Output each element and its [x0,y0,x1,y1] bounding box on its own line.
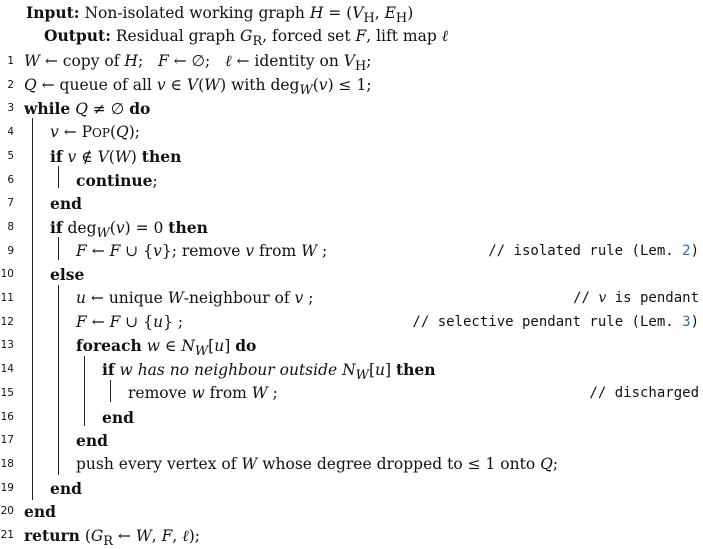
algorithm-line [0,382,703,406]
line-code: W ← copy of H; F ← ∅; ℓ ← identity on $V_H$; [24,52,372,75]
line-comment: // selective pendant rule (Lem. 3) [412,313,699,330]
line-number: 8 [7,220,14,233]
line-number: 12 [0,315,14,328]
algorithm-line [0,524,703,549]
line-comment: // discharged [589,384,699,401]
line-number: 6 [7,173,14,186]
line-number: 7 [7,197,14,210]
algorithm-line [0,216,703,240]
algorithm-line [0,121,703,145]
if-block-bar [58,166,59,188]
line-number: 2 [7,78,14,91]
algorithm-line [0,74,703,98]
line-code: if v ∉ V(W) then [50,146,182,166]
line-number: 13 [0,339,14,352]
foreach-block-bar [84,356,85,426]
line-code: F ← F ∪ {u} ; [76,312,184,331]
line-code: return ($G_R$ ← W, F, ℓ); [24,526,201,549]
line-number: 5 [7,149,14,162]
line-code: foreach w ∈ $N_W[u]$ do [76,336,257,360]
line-code: end [50,478,82,498]
line-code: remove w from W ; [128,383,278,402]
if-block-bar [58,237,59,260]
line-number: 17 [0,434,14,447]
algorithm-line [0,287,703,311]
line-code: if deg$_W$(v) = 0 then [50,217,208,241]
line-number: 3 [7,102,14,115]
line-number: 14 [0,363,14,376]
algorithm-line [0,453,703,477]
line-code: v ← POP(Q); [50,123,141,142]
line-number: 18 [0,457,14,470]
line-number: 4 [7,126,14,139]
line-code: if w has no neighbour outside $N_W[u]$ then [102,360,436,384]
algorithm-output: Output: Residual graph $G_R$, forced set F, lift map ℓ [44,26,449,50]
line-code: while Q ≠ ∅ do [24,99,151,119]
algorithm-line [0,358,703,382]
line-number: 20 [0,505,14,518]
algorithm-line [0,429,703,453]
algorithm-line [0,169,703,193]
algorithm-line [0,97,703,121]
line-code: end [50,194,82,214]
line-code: end [24,502,56,522]
line-number: 15 [0,386,14,399]
algorithm-line [0,145,703,169]
line-number: 16 [0,410,14,423]
line-number: 1 [7,55,14,67]
line-code: F ← F ∪ {v}; remove v from W ; [76,241,328,260]
algorithm-input: Input: Non-isolated working graph $H = (V_H$, $E_H$) [26,3,414,27]
while-block-bar [32,118,33,500]
algorithm-line [0,406,703,430]
line-code: u ← unique W-neighbour of v ; [76,289,314,307]
algorithm-line [0,500,703,524]
line-number: 10 [0,268,14,281]
algorithm-line [0,334,703,358]
line-code: Q ← queue of all v ∈ V(W) with deg$_W$(v) ≤ 1; [24,75,372,98]
algorithm-line [0,240,703,264]
line-code: end [76,431,108,451]
line-comment: // v is pendant [573,290,699,306]
line-number: 9 [7,244,14,257]
algorithm-line [0,192,703,216]
line-code: end [102,407,134,427]
line-number: 21 [0,529,14,541]
else-block-bar [58,285,59,475]
line-code: push every vertex of W whose degree dropped to ≤ 1 onto Q; [76,454,559,473]
line-code: continue; [76,170,158,190]
algorithm-line [0,263,703,287]
line-number: 19 [0,481,14,494]
algorithm-line [0,50,703,74]
algorithm-line [0,477,703,501]
if-block-bar [110,380,111,402]
line-number: 11 [0,292,14,304]
algorithm-line [0,311,703,335]
line-comment: // isolated rule (Lem. 2) [488,242,699,259]
line-code: else [50,265,85,285]
